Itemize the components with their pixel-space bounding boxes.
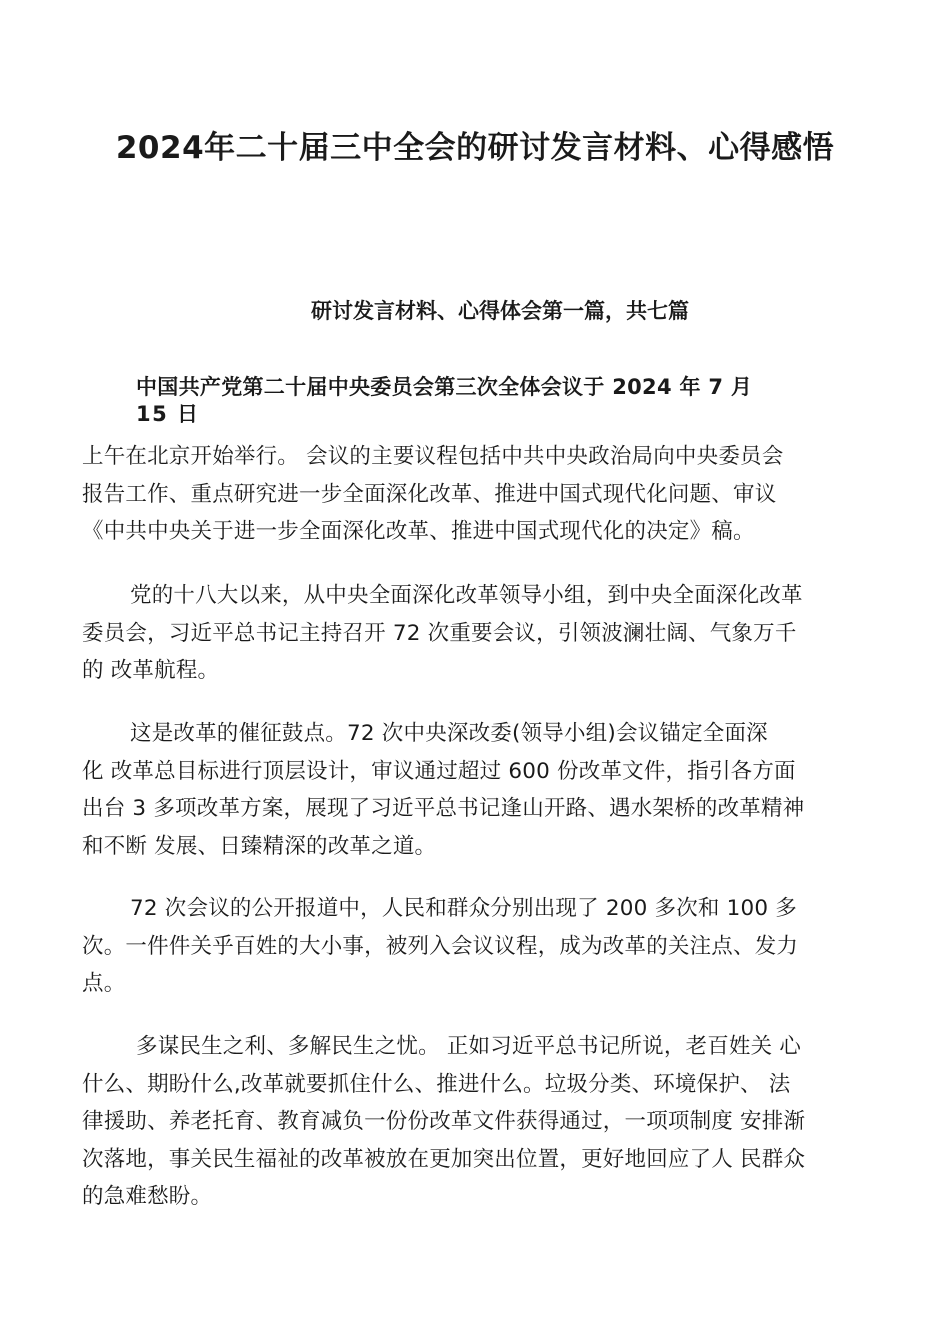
- document-title: 2024年二十届三中全会的研讨发言材料、心得感悟: [115, 130, 835, 166]
- paragraph-line: 出台 3 多项改革方案，展现了习近平总书记逢山开路、遇水架桥的改革精神: [82, 796, 805, 821]
- paragraph-line: 报告工作、重点研究进一步全面深化改革、推进中国式现代化问题、审议: [82, 481, 777, 507]
- paragraph-line: 《中共中央关于进一步全面深化改革、推进中国式现代化的决定》稿。: [82, 519, 755, 544]
- lead-line: 中国共产党第二十届中央委员会第三次全体会议于 2024 年 7 月: [136, 375, 753, 399]
- body-paragraph: [82, 890, 882, 1003]
- body-paragraph: [82, 715, 882, 865]
- paragraph-line: 次。一件件关乎百姓的大小事，被列入会议议程，成为改革的关注点、发力: [82, 933, 799, 959]
- body-paragraph: [82, 438, 882, 551]
- paragraph-line: 化 改革总目标进行顶层设计，审议通过超过 600 份改革文件，指引各方面: [82, 758, 796, 784]
- paragraph-line: 次落地，事关民生福祉的改革被放在更加突出位置，更好地回应了人 民群众: [82, 1146, 806, 1172]
- paragraph-line: 律援助、养老托育、教育减负一份份改革文件获得通过，一项项制度 安排渐: [82, 1109, 806, 1134]
- paragraph-line: 这是改革的催征鼓点。72 次中央深改委(领导小组)会议锚定全面深: [130, 721, 768, 746]
- paragraph-line: 的急难愁盼。: [82, 1184, 213, 1209]
- paragraph-line: 点。: [82, 971, 126, 996]
- document-subtitle: 研讨发言材料、心得体会第一篇，共七篇: [311, 299, 689, 323]
- body-paragraph: [82, 577, 882, 690]
- body-paragraph: [82, 1028, 882, 1216]
- paragraph-line: 多谋民生之利、多解民生之忧。 正如习近平总书记所说，老百姓关 心: [136, 1034, 802, 1059]
- paragraph-line: 什么、期盼什么,改革就要抓住什么、推进什么。垃圾分类、环境保护、 法: [82, 1071, 791, 1097]
- paragraph-line: 和不断 发展、日臻精深的改革之道。: [82, 833, 437, 859]
- lead-paragraph: [136, 374, 866, 428]
- paragraph-line: 委员会，习近平总书记主持召开 72 次重要会议，引领波澜壮阔、气象万千: [82, 620, 797, 646]
- paragraph-line: 党的十八大以来，从中央全面深化改革领导小组，到中央全面深化改革: [130, 583, 803, 608]
- paragraph-line: 72 次会议的公开报道中，人民和群众分别出现了 200 多次和 100 多: [130, 896, 798, 921]
- paragraph-line: 上午在北京开始举行。 会议的主要议程包括中共中央政治局向中央委员会: [82, 444, 784, 469]
- paragraph-line: 的 改革航程。: [82, 658, 220, 683]
- lead-line: 15 日: [136, 402, 200, 426]
